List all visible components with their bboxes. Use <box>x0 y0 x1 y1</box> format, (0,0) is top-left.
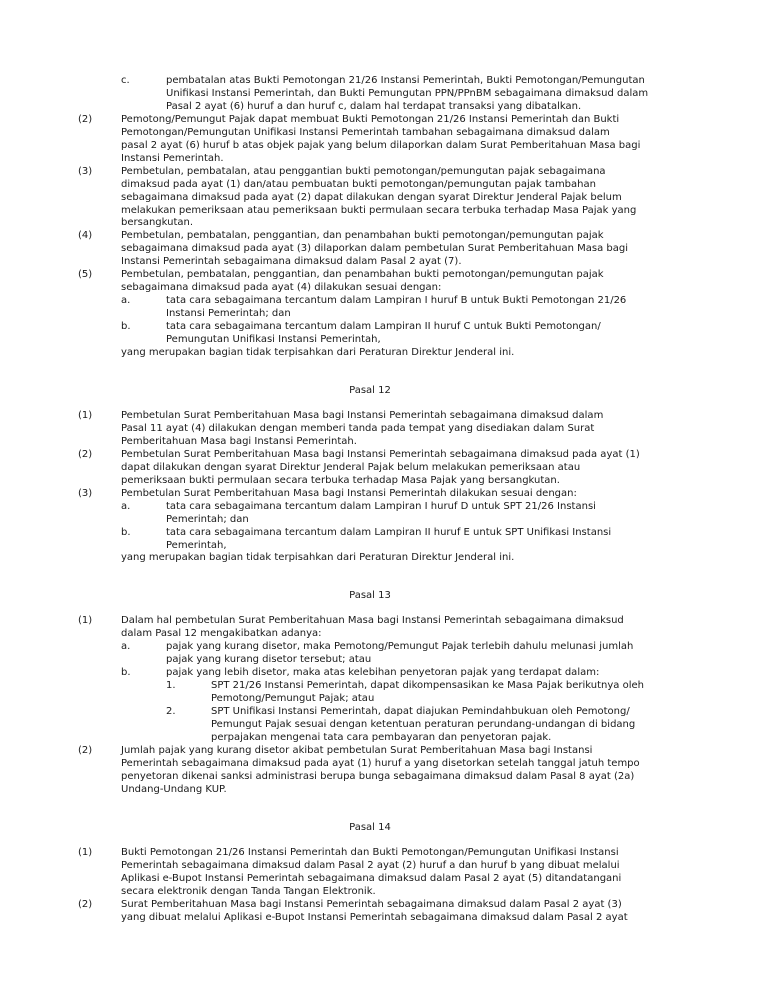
item-text: Pembetulan, pembatalan, penggantian, dan penambahan bukti pemotongan/pemungutan pajak sebagaimana dimaksud pada ayat (4) dilakukan sesuai dengan: <box>121 269 604 294</box>
paragraph-item <box>0 230 770 269</box>
item-text: Pemotong/Pemungut Pajak dapat membuat Bukti Pemotongan 21/26 Instansi Pemerintah dan Bukti Pemotongan/Pemungutan Unifikasi Instansi Pemerintah tambahan sebagaimana dimaksud dalam pasal 2 ayat (6) huruf b atas objek pajak yang belum dilaporkan dalam Surat Pemberitahuan Masa bagi Instansi Pemerintah. <box>121 113 641 164</box>
item-number: (5) <box>78 269 93 281</box>
closing-clause <box>0 347 770 360</box>
item-text: Pembetulan, pembatalan, penggantian, dan penambahan bukti pemotongan/pemungutan pajak sebagaimana dimaksud pada ayat (3) dilaporkan dalam pembetulan Surat Pemberitahuan Masa bagi Instansi Pemerintah sebagaimana dimaksud dalam Pasal 2 ayat (7). <box>121 230 629 268</box>
item-number: b. <box>121 667 131 679</box>
paragraph-item <box>0 745 770 797</box>
item-number: (1) <box>78 846 93 858</box>
sub-item <box>0 527 770 553</box>
item-text: Pembetulan Surat Pemberitahuan Masa bagi Instansi Pemerintah dilakukan sesuai dengan: <box>121 487 577 499</box>
article-heading: Pasal 12 <box>349 384 391 396</box>
sub-item <box>0 75 770 114</box>
item-number: (2) <box>78 113 93 125</box>
article-heading: Pasal 13 <box>349 590 391 602</box>
item-number: c. <box>121 75 130 86</box>
paragraph-item <box>0 847 770 899</box>
item-text: SPT 21/26 Instansi Pemerintah, dapat dikompensasikan ke Masa Pajak berikutnya oleh Pemotong/Pemungut Pajak; atau <box>211 680 645 705</box>
item-text: yang merupakan bagian tidak terpisahkan dari Peraturan Direktur Jenderal ini. <box>121 552 515 564</box>
item-number: 1. <box>166 680 176 692</box>
item-number: (2) <box>78 898 93 910</box>
item-text: pajak yang kurang disetor, maka Pemotong/Pemungut Pajak terlebih dahulu melunasi jumlah pajak yang kurang disetor tersebut; atau <box>166 641 634 666</box>
item-text: tata cara sebagaimana tercantum dalam Lampiran I huruf D untuk SPT 21/26 Instansi Pemerintah; dan <box>166 500 596 525</box>
item-number: (1) <box>78 615 93 627</box>
item-text: SPT Unifikasi Instansi Pemerintah, dapat diajukan Pemindahbukuan oleh Pemotong/ Pemungut Pajak sesuai dengan ketentuan peraturan perundang-undangan di bidang perpajakan mengenai tata cara pembayaran dan penyetoran pajak. <box>211 706 636 743</box>
item-number: b. <box>121 526 131 538</box>
item-text: Pembetulan Surat Pemberitahuan Masa bagi Instansi Pemerintah sebagaimana dimaksud pada ayat (1) dapat dilakukan dengan syarat Direktur Jenderal Pajak belum melakukan pemeriksaan atau pemeriksaan bukti permulaan secara terbuka terhadap Masa Pajak yang bersangkutan. <box>121 448 640 486</box>
sub-item <box>0 667 770 680</box>
item-number: a. <box>121 500 131 512</box>
item-number: a. <box>121 295 131 307</box>
item-text: tata cara sebagaimana tercantum dalam Lampiran I huruf B untuk Bukti Pemotongan 21/26 Instansi Pemerintah; dan <box>166 295 627 320</box>
item-text: pajak yang lebih disetor, maka atas kelebihan penyetoran pajak yang terdapat dalam: <box>166 667 600 679</box>
item-number: (4) <box>78 230 93 242</box>
closing-clause <box>0 552 770 565</box>
paragraph-item <box>0 410 770 449</box>
sub-item <box>0 641 770 667</box>
item-number: (3) <box>78 487 93 499</box>
item-text: Bukti Pemotongan 21/26 Instansi Pemerintah dan Bukti Pemotongan/Pemungutan Unifikasi Instansi Pemerintah sebagaimana dimaksud dalam Pasal 2 ayat (2) huruf a dan huruf b yang dibuat melalui Aplikasi e-Bupot Instansi Pemerintah sebagaimana dimaksud dalam Pasal 2 ayat (5) ditandatangani secara elektronik dengan Tanda Tangan Elektronik. <box>121 846 622 897</box>
sub-item <box>0 501 770 527</box>
sub-item <box>0 321 770 347</box>
item-number: (2) <box>78 448 93 460</box>
item-number: a. <box>121 641 131 653</box>
item-number: 2. <box>166 706 176 718</box>
paragraph-item <box>0 114 770 166</box>
sub-item <box>0 680 770 706</box>
item-text: pembatalan atas Bukti Pemotongan 21/26 Instansi Pemerintah, Bukti Pemotongan/Pemungutan Unifikasi Instansi Pemerintah, dan Bukti Pemungutan PPN/PPnBM sebagaimana dimaksud dalam Pasal 2 ayat (6) huruf a dan huruf c, dalam hal terdapat transaksi yang dibatalkan. <box>166 75 649 112</box>
item-text: yang merupakan bagian tidak terpisahkan dari Peraturan Direktur Jenderal ini. <box>121 347 515 359</box>
paragraph-item <box>0 899 770 925</box>
paragraph-item <box>0 269 770 295</box>
item-number: (1) <box>78 409 93 421</box>
item-text: Jumlah pajak yang kurang disetor akibat pembetulan Surat Pemberitahuan Masa bagi Instansi Pemerintah sebagaimana dimaksud pada ayat (1) huruf a yang disetorkan setelah tanggal jatuh tempo penyetoran dikenai sanksi administrasi berupa bunga sebagaimana dimaksud dalam Pasal 8 ayat (2a) Undang-Undang KUP. <box>121 744 640 795</box>
paragraph-item <box>0 166 770 231</box>
item-text: Surat Pemberitahuan Masa bagi Instansi Pemerintah sebagaimana dimaksud dalam Pasal 2 ayat (3) yang dibuat melalui Aplikasi e-Bupot Instansi Pemerintah sebagaimana dimaksud dalam Pasal 2 ayat <box>121 898 628 923</box>
paragraph-item <box>0 488 770 501</box>
article-heading: Pasal 14 <box>349 821 391 833</box>
item-text: tata cara sebagaimana tercantum dalam Lampiran II huruf C untuk Bukti Pemotongan/ Pemungutan Unifikasi Instansi Pemerintah, <box>166 321 601 346</box>
item-text: Pembetulan Surat Pemberitahuan Masa bagi Instansi Pemerintah sebagaimana dimaksud dalam Pasal 11 ayat (4) dilakukan dengan memberi tanda pada tempat yang disediakan dalam Surat Pemberitahuan Masa bagi Instansi Pemerintah. <box>121 409 604 447</box>
document-page <box>0 75 770 924</box>
item-text: Pembetulan, pembatalan, atau penggantian bukti pemotongan/pemungutan pajak sebagaimana dimaksud pada ayat (1) dan/atau pembuatan bukti pemotongan/pemungutan pajak tambahan sebagaimana dimaksud pada ayat (2) dapat dilakukan dengan syarat Direktur Jenderal Pajak belum melakukan pemeriksaan atau pemeriksaan bukti permulaan secara terbuka terhadap Masa Pajak yang bersangkutan. <box>121 165 637 229</box>
sub-item <box>0 706 770 745</box>
item-text: tata cara sebagaimana tercantum dalam Lampiran II huruf E untuk SPT Unifikasi Instansi Pemerintah, <box>166 526 612 551</box>
item-text: Dalam hal pembetulan Surat Pemberitahuan Masa bagi Instansi Pemerintah sebagaimana dimaksud dalam Pasal 12 mengakibatkan adanya: <box>121 615 624 640</box>
item-number: b. <box>121 321 131 333</box>
item-number: (2) <box>78 744 93 756</box>
paragraph-item <box>0 615 770 641</box>
paragraph-item <box>0 449 770 488</box>
item-number: (3) <box>78 165 93 177</box>
sub-item <box>0 295 770 321</box>
